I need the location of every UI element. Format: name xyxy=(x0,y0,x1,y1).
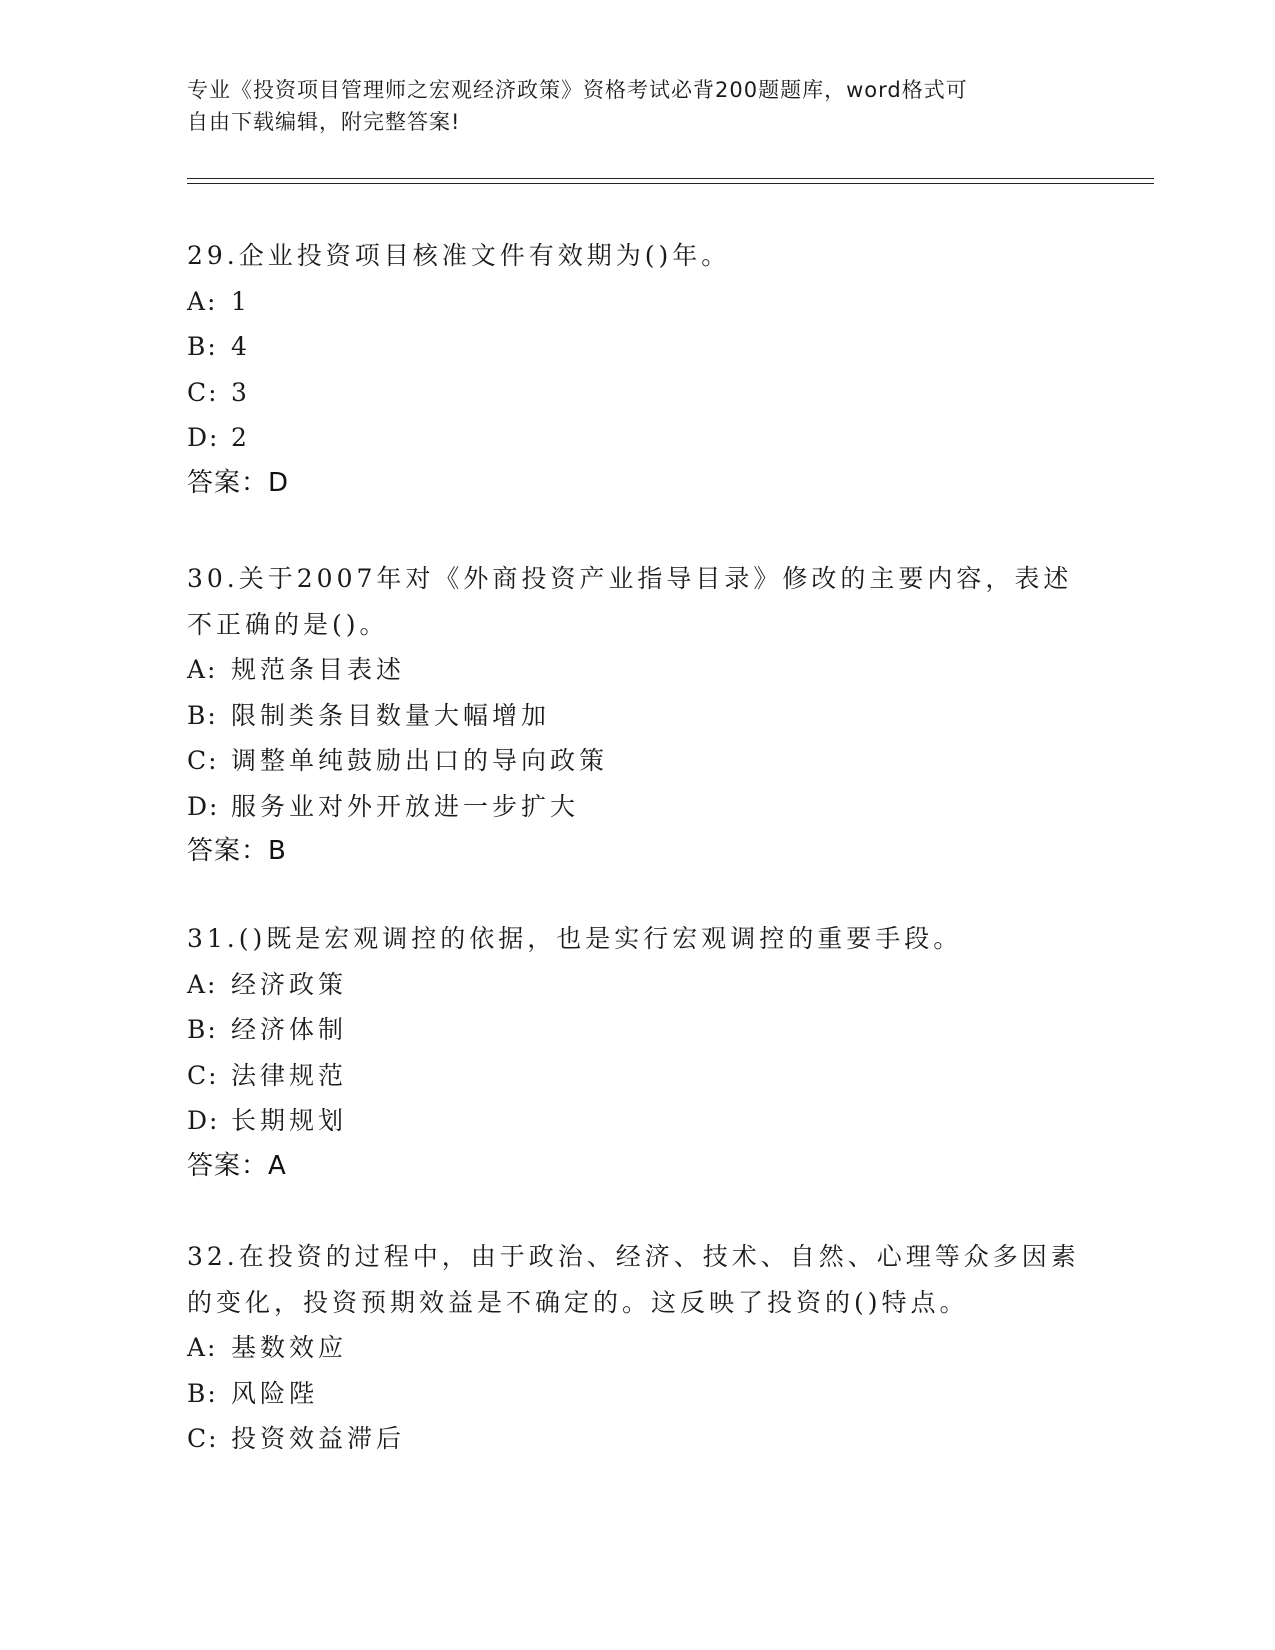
option-a xyxy=(187,962,1087,1008)
option-label: B: xyxy=(187,700,218,730)
option-label: A: xyxy=(187,1333,218,1362)
header-divider-top xyxy=(187,178,1154,179)
option-a xyxy=(187,1325,1087,1371)
question-stem-line-2: 的变化，投资预期效益是不确定的。这反映了投资的()特点。 xyxy=(187,1287,969,1317)
option-label: A: xyxy=(187,969,218,999)
question-stem-line-1: 32.在投资的过程中，由于政治、经济、技术、自然、心理等众多因素 xyxy=(187,1242,1080,1271)
option-text: 风险陛 xyxy=(231,1378,319,1408)
option-label: B: xyxy=(187,1378,218,1408)
question-stem-line-2: 不正确的是()。 xyxy=(187,609,389,639)
question-30 xyxy=(187,556,1087,875)
answer: 答案：D xyxy=(187,467,290,498)
answer: 答案：A xyxy=(187,1150,287,1181)
question-stem-line-1: 30.关于2007年对《外商投资产业指导目录》修改的主要内容，表述 xyxy=(187,564,1073,593)
option-text: 基数效应 xyxy=(231,1333,348,1362)
option-c xyxy=(187,370,1087,416)
option-b xyxy=(187,693,1087,739)
option-c xyxy=(187,1416,1087,1462)
option-a xyxy=(187,279,1087,325)
question-stem: 31.()既是宏观调控的依据，也是实行宏观调控的重要手段。 xyxy=(187,924,963,953)
option-label: C: xyxy=(187,377,219,407)
option-label: C: xyxy=(187,1060,219,1090)
option-text: 2 xyxy=(231,423,251,452)
option-label: C: xyxy=(187,746,219,775)
question-32 xyxy=(187,1234,1087,1462)
option-d xyxy=(187,415,1087,461)
option-d xyxy=(187,1098,1087,1144)
option-d xyxy=(187,784,1087,830)
option-label: D: xyxy=(187,423,220,452)
option-b xyxy=(187,324,1087,370)
answer: 答案：B xyxy=(187,836,287,866)
option-label: B: xyxy=(187,1015,218,1044)
option-label: A: xyxy=(187,655,218,684)
option-text: 经济体制 xyxy=(231,1015,348,1044)
question-31 xyxy=(187,916,1087,1189)
question-stem: 29.企业投资项目核准文件有效期为()年。 xyxy=(187,241,731,270)
option-text: 经济政策 xyxy=(231,969,348,999)
option-text: 3 xyxy=(231,377,251,407)
header-line-1: 专业《投资项目管理师之宏观经济政策》资格考试必背200题题库，word格式可 xyxy=(187,78,968,102)
option-a xyxy=(187,647,1087,693)
option-text: 服务业对外开放进一步扩大 xyxy=(231,791,580,821)
header-divider-bottom xyxy=(187,183,1154,184)
question-29 xyxy=(187,233,1087,506)
option-b xyxy=(187,1371,1087,1417)
option-text: 长期规划 xyxy=(231,1106,348,1135)
option-label: B: xyxy=(187,332,218,361)
option-text: 4 xyxy=(231,332,251,361)
option-label: D: xyxy=(187,791,220,821)
option-text: 限制类条目数量大幅增加 xyxy=(231,700,551,730)
document-header xyxy=(187,74,1087,138)
header-line-2: 自由下载编辑，附完整答案! xyxy=(187,110,461,134)
option-text: 法律规范 xyxy=(231,1060,348,1090)
option-c xyxy=(187,1053,1087,1099)
option-text: 1 xyxy=(231,286,251,316)
option-label: A: xyxy=(187,286,218,316)
option-label: C: xyxy=(187,1424,219,1453)
option-label: D: xyxy=(187,1106,220,1135)
option-c xyxy=(187,738,1087,784)
option-b xyxy=(187,1007,1087,1053)
option-text: 投资效益滞后 xyxy=(231,1424,406,1453)
option-text: 规范条目表述 xyxy=(231,655,406,684)
option-text: 调整单纯鼓励出口的导向政策 xyxy=(231,746,609,775)
